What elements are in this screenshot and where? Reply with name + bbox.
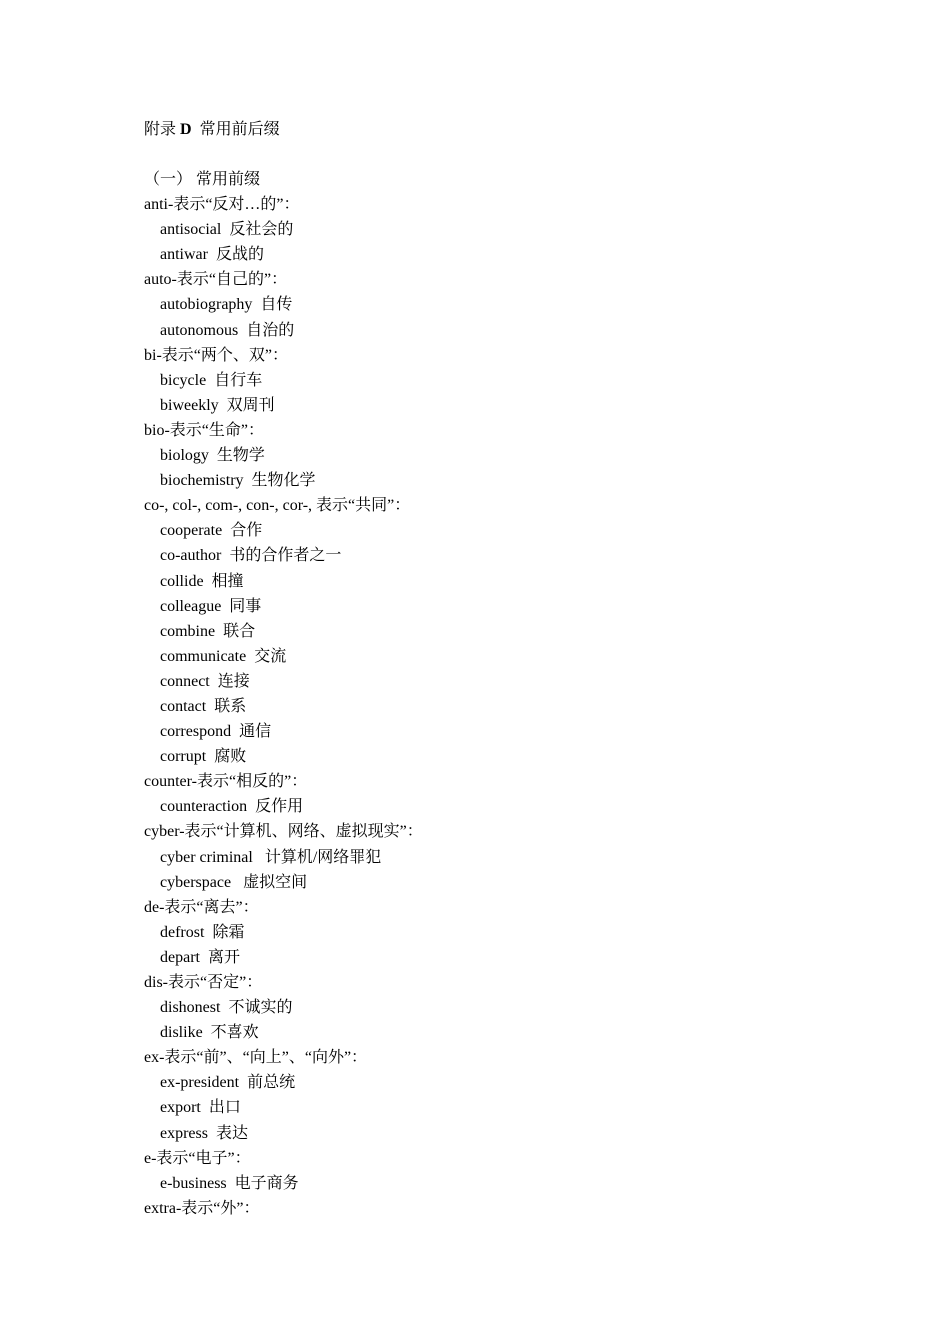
example-word-chinese: 同事	[229, 597, 262, 615]
prefix-heading: dis-表示“否定”：	[144, 974, 263, 991]
example-word-english: co-author	[160, 547, 222, 565]
example-word-english: communicate	[160, 647, 247, 665]
example-word-english: e-business	[160, 1174, 227, 1192]
example-word	[144, 1070, 904, 1095]
title-appendix-letter: D	[180, 121, 192, 138]
prefix-heading: auto-表示“自己的”：	[144, 271, 288, 289]
spacer	[144, 142, 904, 167]
example-word-english: depart	[160, 948, 200, 966]
example-word-chinese: 计算机/网络罪犯	[260, 848, 382, 866]
title-prefix: 附录	[144, 121, 177, 138]
example-word	[144, 920, 904, 945]
example-word-english: cyberspace	[160, 873, 232, 891]
example-word-chinese: 联合	[223, 622, 256, 640]
example-word-chinese: 表达	[215, 1124, 248, 1142]
example-word	[144, 594, 904, 619]
example-word-chinese: 自传	[260, 296, 293, 314]
prefix-heading: anti-表示“反对…的”：	[144, 196, 300, 214]
example-word-chinese: 生物学	[216, 447, 265, 465]
example-word-english: express	[160, 1124, 208, 1142]
example-word-english: autonomous	[160, 321, 239, 339]
example-word-english: contact	[160, 697, 207, 715]
example-word-chinese: 生物化学	[251, 472, 316, 490]
example-word	[144, 468, 904, 493]
example-word-chinese: 不喜欢	[210, 1024, 259, 1042]
example-word-chinese: 相撞	[211, 572, 244, 590]
example-word	[144, 569, 904, 594]
example-word-chinese: 前总统	[247, 1074, 296, 1092]
example-word	[144, 719, 904, 744]
example-word-chinese: 不诚实的	[228, 999, 293, 1017]
example-word	[144, 292, 904, 317]
example-word	[144, 870, 904, 895]
section-heading: （一） 常用前缀	[144, 171, 261, 188]
example-word-english: antiwar	[160, 246, 208, 264]
prefix-heading: de-表示“离去”：	[144, 898, 259, 916]
prefix-heading: cyber-表示“计算机、网络、虚拟现实”：	[144, 823, 423, 841]
example-word	[144, 669, 904, 694]
prefix-heading: ex-表示“前”、“向上”、“向外”：	[144, 1049, 368, 1067]
example-word-english: ex-president	[160, 1074, 240, 1092]
example-word-english: connect	[160, 672, 210, 690]
example-word-chinese: 虚拟空间	[239, 873, 308, 891]
example-word-chinese: 通信	[239, 723, 272, 741]
example-word-chinese: 双周刊	[226, 396, 275, 414]
example-word	[144, 1020, 904, 1045]
example-word-english: corrupt	[160, 748, 207, 766]
example-word	[144, 443, 904, 468]
example-word-english: collide	[160, 572, 204, 590]
example-word-chinese: 连接	[217, 672, 250, 690]
example-word-english: biochemistry	[160, 472, 244, 490]
example-word-chinese: 合作	[230, 522, 263, 540]
example-word	[144, 995, 904, 1020]
title-suffix: 常用前后缀	[199, 121, 280, 138]
example-word-english: correspond	[160, 723, 232, 741]
example-word-chinese: 反战的	[215, 246, 264, 264]
example-word-english: autobiography	[160, 296, 253, 314]
example-word	[144, 1121, 904, 1146]
example-word	[144, 644, 904, 669]
prefix-heading: counter-表示“相反的”：	[144, 773, 308, 791]
example-word	[144, 518, 904, 543]
example-word-chinese: 出口	[208, 1099, 241, 1117]
example-word-english: defrost	[160, 923, 205, 941]
document-page	[144, 117, 904, 1221]
example-word-english: counteraction	[160, 798, 248, 816]
example-word	[144, 368, 904, 393]
example-word	[144, 694, 904, 719]
prefix-heading: bi-表示“两个、双”：	[144, 346, 288, 364]
example-word	[144, 1095, 904, 1120]
example-word-english: biology	[160, 447, 209, 465]
example-word-english: cooperate	[160, 522, 223, 540]
example-word-chinese: 腐败	[214, 748, 247, 766]
example-word-english: bicycle	[160, 371, 207, 389]
example-word	[144, 318, 904, 343]
example-word-english: combine	[160, 622, 216, 640]
example-word	[144, 845, 904, 870]
prefix-heading: co-, col-, com-, con-, cor-, 表示“共同”：	[144, 497, 411, 515]
example-word	[144, 1171, 904, 1196]
example-word-english: antisocial	[160, 221, 222, 239]
example-word-english: colleague	[160, 597, 222, 615]
example-word	[144, 393, 904, 418]
page-title	[144, 117, 904, 142]
example-word-chinese: 反社会的	[229, 221, 294, 239]
example-word-english: export	[160, 1099, 201, 1117]
prefix-list	[144, 192, 904, 1221]
example-word	[144, 619, 904, 644]
example-word-chinese: 自行车	[214, 371, 263, 389]
example-word-chinese: 自治的	[246, 321, 295, 339]
example-word-chinese: 除霜	[212, 923, 245, 941]
example-word-chinese: 书的合作者之一	[229, 547, 342, 565]
example-word	[144, 794, 904, 819]
example-word-english: cyber criminal	[160, 848, 253, 866]
example-word	[144, 242, 904, 267]
example-word-chinese: 离开	[207, 948, 240, 966]
example-word	[144, 543, 904, 568]
example-word-chinese: 联系	[214, 697, 247, 715]
prefix-heading: e-表示“电子”：	[144, 1149, 251, 1167]
example-word	[144, 744, 904, 769]
example-word-chinese: 电子商务	[234, 1174, 299, 1192]
prefix-heading: extra-表示“外”：	[144, 1199, 260, 1217]
example-word-chinese: 反作用	[255, 798, 304, 816]
example-word-english: dislike	[160, 1024, 203, 1042]
example-word	[144, 945, 904, 970]
example-word-english: biweekly	[160, 396, 219, 414]
example-word-chinese: 交流	[254, 647, 287, 665]
example-word-english: dishonest	[160, 999, 221, 1017]
example-word	[144, 217, 904, 242]
prefix-heading: bio-表示“生命”：	[144, 421, 264, 439]
